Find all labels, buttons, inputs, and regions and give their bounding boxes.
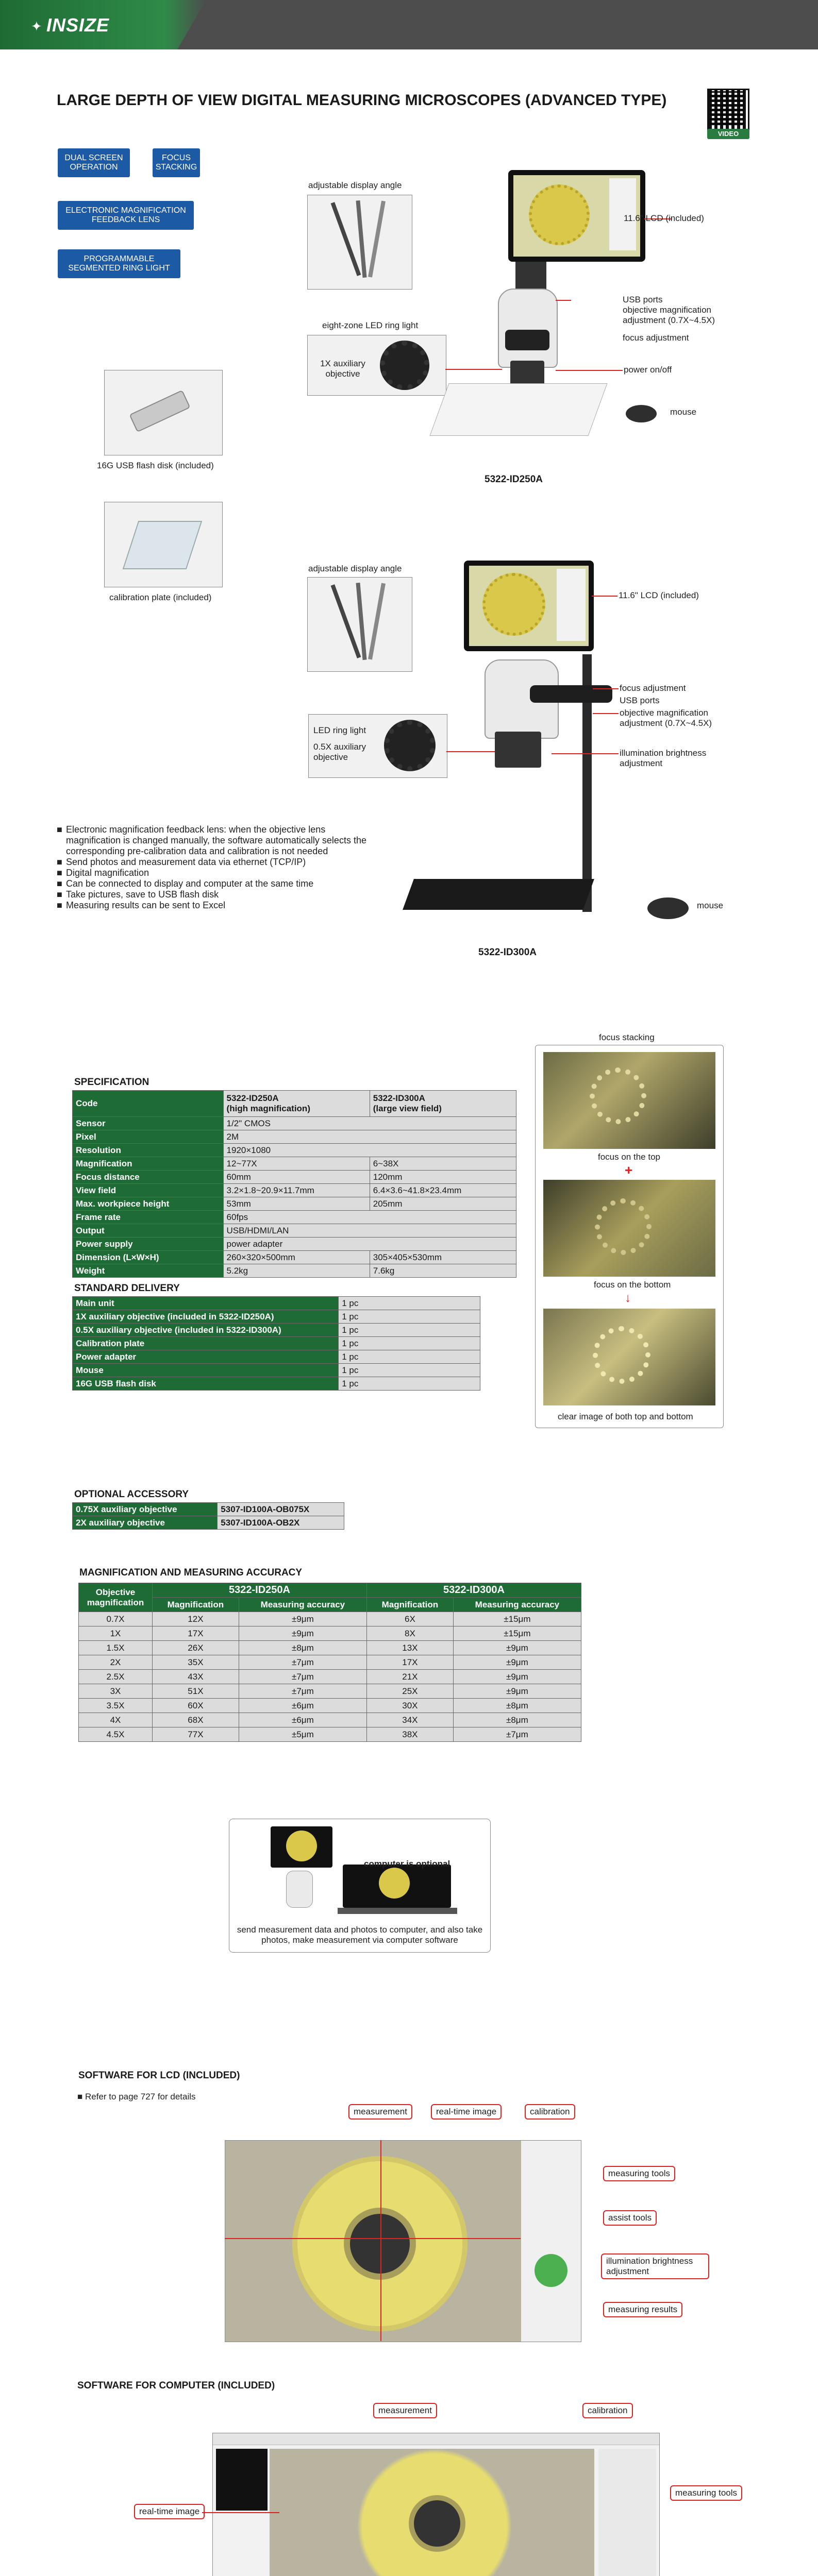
pc-tools-callout: measuring tools [670,2485,742,2501]
delivery-heading: STANDARD DELIVERY [74,1283,180,1294]
b-mouse-label: mouse [697,901,724,910]
pc-software-screenshot [212,2433,660,2576]
table-row: 2X auxiliary objective 5307-ID100A-OB2X [73,1516,344,1530]
table-row: Pixel 2M [73,1130,516,1144]
table-row: Code 5322-ID250A (high magnification) 5322-ID300A (large view field) [73,1091,516,1117]
a-base-plate [429,383,607,436]
b-base-plate [403,879,594,910]
model-a-name: 5322-ID250A [485,474,543,485]
b-ring-label: LED ring light [313,725,366,735]
b-focus-label: focus adjustment [620,683,686,693]
brand-icon: ✦ [31,19,42,34]
a-angle-label: adjustable display angle [308,180,402,190]
software-lcd-note: ■ Refer to page 727 for details [77,2092,196,2102]
table-row: Calibration plate 1 pc [73,1337,480,1350]
lcd-crosshair-h [225,2238,521,2239]
table-row: Weight 5.2kg 7.6kg [73,1264,516,1278]
table-row: 2.5X 43X ±7μm 21X ±9μm [79,1670,581,1684]
a-usb-leader [556,300,571,301]
video-badge[interactable]: VIDEO [707,129,749,139]
focus-bottom-label: focus on the bottom [594,1280,671,1290]
a-mouse-label: mouse [670,407,697,417]
table-row: Sensor 1/2" CMOS [73,1117,516,1130]
optional-table [72,1502,344,1530]
list-item: ■ Take pictures, save to USB flash disk [57,889,219,900]
specification-table [72,1090,516,1278]
usb-disk-image [104,370,223,455]
lcd-crosshair-v [380,2140,381,2341]
list-item: ■ Digital magnification [57,868,149,878]
b-mouse-icon [647,897,689,919]
a-objective [510,361,544,386]
lcd-calibration-callout: calibration [525,2104,575,2120]
qr-code-pattern [710,91,744,125]
badge-focus-stacking: FOCUS STACKING [153,148,200,177]
a-ring-leader [445,369,502,370]
arrow-down-icon: ↓ [625,1291,631,1305]
table-row: Objective magnification 5322-ID250A 5322-ID300A [79,1583,581,1598]
lcd-results-callout: measuring results [603,2302,682,2317]
a-microscope-body [498,289,558,368]
table-row: 4X 68X ±6μm 34X ±8μm [79,1713,581,1727]
table-row: 0.7X 12X ±9μm 6X ±15μm [79,1612,581,1626]
brand-logo: INSIZE [46,14,110,36]
table-row: Power adapter 1 pc [73,1350,480,1364]
a-focus-knob [505,330,549,350]
specification-heading: SPECIFICATION [74,1077,149,1088]
feature-list [57,824,376,911]
a-objective-label: objective magnification adjustment (0.7X~4.5X) [623,305,715,325]
table-row: 4.5X 77X ±5μm 38X ±7μm [79,1727,581,1742]
table-row: View field 3.2×1.8~20.9×11.7mm 6.4×3.6~41.8×23.4mm [73,1184,516,1197]
magnification-heading: MAGNIFICATION AND MEASURING ACCURACY [79,1567,303,1578]
table-row: Main unit 1 pc [73,1297,480,1310]
focus-stacking-title: focus stacking [599,1032,655,1042]
table-row: 1X 17X ±9μm 8X ±15μm [79,1626,581,1641]
table-row: 3X 51X ±7μm 25X ±9μm [79,1684,581,1699]
optional-heading: OPTIONAL ACCESSORY [74,1489,189,1500]
focus-result-image [543,1309,715,1405]
plate-caption: calibration plate (included) [109,592,212,602]
page-title: LARGE DEPTH OF VIEW DIGITAL MEASURING MICROSCOPES (ADVANCED TYPE) [57,92,667,109]
lcd-measurement-callout: measurement [348,2104,412,2120]
a-ring-label: eight-zone LED ring light [322,320,419,330]
focus-top-label: focus on the top [598,1152,660,1162]
software-pc-heading: SOFTWARE FOR COMPUTER (INCLUDED) [77,2380,275,2391]
b-objective-leader [593,713,619,714]
focus-top-image [543,1052,715,1149]
b-objective-label: objective magnification adjustment (0.7X~4.5X) [620,708,712,728]
b-usb-label: USB ports [620,696,660,705]
plus-icon: + [625,1162,633,1178]
table-row: 3.5X 60X ±6μm 30X ±8μm [79,1699,581,1713]
bullet-icon: ■ [77,2092,85,2102]
table-row: Magnification Measuring accuracy Magnification Measuring accuracy [79,1598,581,1612]
a-lcd-label: 11.6" LCD (included) [624,213,704,223]
a-focus-label: focus adjustment [623,333,689,343]
b-lcd-label: 11.6" LCD (included) [619,590,699,600]
lcd-realtime-callout: real-time image [431,2104,502,2120]
table-row: Output USB/HDMI/LAN [73,1224,516,1238]
pc-realtime-callout: real-time image [134,2504,205,2519]
list-item: ■ Electronic magnification feedback lens: when the objective lens magnification is changed manually, the software automatically selects the corresponding pre-calibration data and calibration is not needed [57,824,366,856]
focus-bottom-image [543,1180,715,1277]
lcd-tools-callout: measuring tools [603,2166,675,2181]
table-row: Max. workpiece height 53mm 205mm [73,1197,516,1211]
focus-result-label: clear image of both top and bottom [558,1412,693,1421]
pc-calibration-callout: calibration [582,2403,633,2418]
b-focus-leader [593,688,619,689]
computer-title: computer is optional [364,1859,450,1869]
list-item: ■ Can be connected to display and computer at the same time [57,878,314,889]
software-lcd-heading: SOFTWARE FOR LCD (INCLUDED) [78,2070,240,2081]
a-usb-label: USB ports [623,295,663,304]
table-row: 0.75X auxiliary objective 5307-ID100A-OB075X [73,1503,344,1516]
table-row: 0.5X auxiliary objective (included in 5322-ID300A) 1 pc [73,1324,480,1337]
usb-caption: 16G USB flash disk (included) [97,461,214,470]
pc-realtime-leader [202,2512,279,2513]
delivery-table [72,1296,480,1391]
b-objective [495,732,541,768]
b-brightness-label: illumination brightness adjustment [620,748,707,768]
b-brightness-leader [552,753,619,754]
header-bar [0,0,818,49]
a-angle-image [307,195,412,290]
a-power-label: power on/off [624,365,672,375]
b-lcd-leader [592,596,617,597]
a-aux-label: 1X auxiliary objective [320,359,365,379]
table-row: 1X auxiliary objective (included in 5322-ID250A) 1 pc [73,1310,480,1324]
table-row: Magnification 12~77X 6~38X [73,1157,516,1171]
b-lcd-monitor [464,561,594,651]
magnification-table [78,1583,581,1742]
table-row: 2X 35X ±7μm 17X ±9μm [79,1655,581,1670]
table-row: Frame rate 60fps [73,1211,516,1224]
b-aux-label: 0.5X auxiliary objective [313,742,366,762]
list-item: ■ Measuring results can be sent to Excel [57,900,226,910]
badge-dual-screen: DUAL SCREEN OPERATION [58,148,130,177]
computer-text: send measurement data and photos to computer, and also take photos, make measurement via computer software [237,1925,483,1945]
model-b-name: 5322-ID300A [478,947,537,958]
b-angle-image [307,577,412,672]
lcd-illumination-callout: illumination brightness adjustment [601,2253,709,2279]
table-row: 1.5X 26X ±8μm 13X ±9μm [79,1641,581,1655]
table-row: Dimension (L×W×H) 260×320×500mm 305×405×530mm [73,1251,516,1264]
a-mouse-icon [626,405,657,422]
a-power-leader [556,370,623,371]
pc-measurement-callout: measurement [373,2403,437,2418]
table-row: Resolution 1920×1080 [73,1144,516,1157]
calibration-plate-image [104,502,223,587]
table-row: Power supply power adapter [73,1238,516,1251]
badge-ring-light: PROGRAMMABLE SEGMENTED RING LIGHT [58,249,180,278]
lcd-software-screenshot [225,2140,581,2342]
table-row: Mouse 1 pc [73,1364,480,1377]
badge-feedback-lens: ELECTRONIC MAGNIFICATION FEEDBACK LENS [58,201,194,230]
a-stand-arm [515,262,546,293]
list-item: ■ Send photos and measurement data via ethernet (TCP/IP) [57,857,306,867]
b-angle-label: adjustable display angle [308,564,402,573]
lcd-assist-callout: assist tools [603,2210,657,2226]
table-row: Focus distance 60mm 120mm [73,1171,516,1184]
table-row: 16G USB flash disk 1 pc [73,1377,480,1391]
